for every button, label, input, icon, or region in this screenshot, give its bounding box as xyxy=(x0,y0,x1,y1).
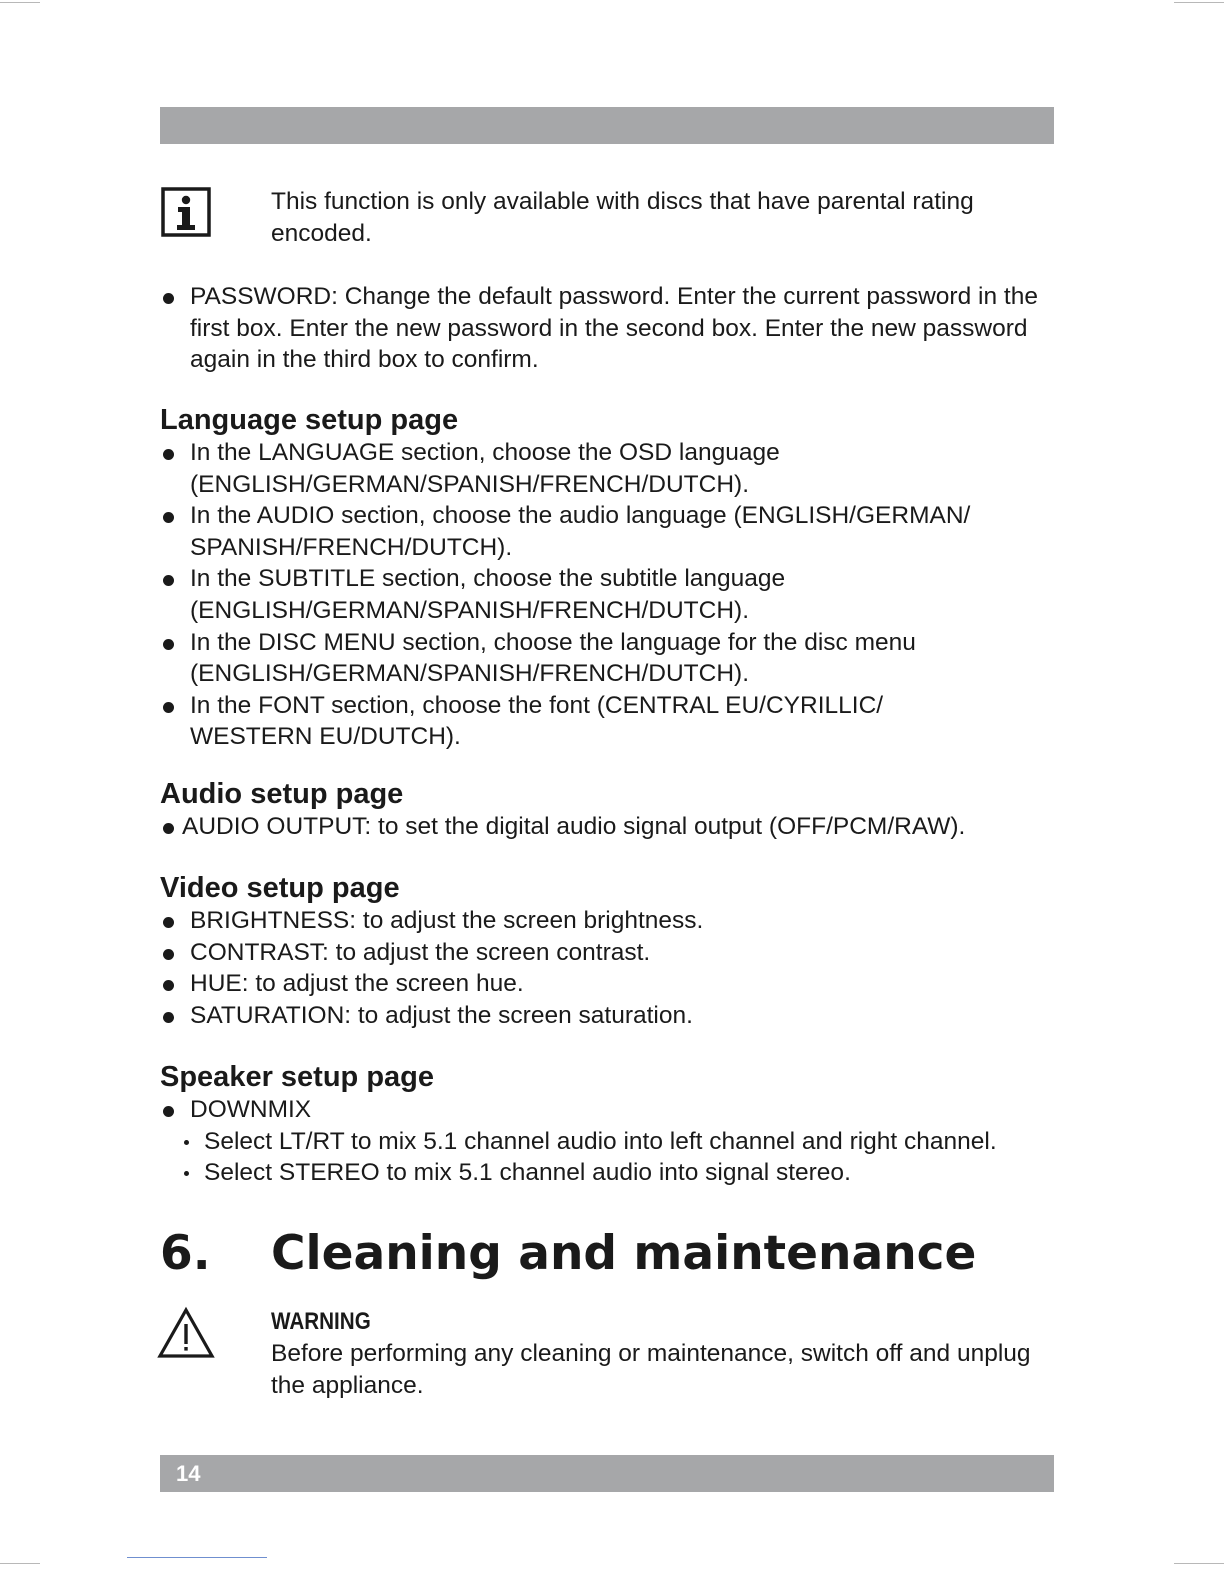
crop-mark-top-right xyxy=(1174,2,1224,3)
item-line: WESTERN EU/DUTCH). xyxy=(190,723,461,751)
list-item: AUDIO OUTPUT: to set the digital audio signal output (OFF/PCM/RAW). xyxy=(160,811,1060,843)
note-text: This function is only available with discs that have parental rating encoded. xyxy=(271,188,974,247)
item-line: (ENGLISH/GERMAN/SPANISH/FRENCH/DUTCH). xyxy=(190,660,750,688)
warning-title: WARNING xyxy=(271,1308,371,1335)
chapter-number: 6. xyxy=(160,1226,211,1281)
crop-mark-bottom-right xyxy=(1174,1563,1224,1564)
list-item xyxy=(160,690,1060,753)
crop-mark-top-left xyxy=(0,2,40,3)
info-icon xyxy=(161,187,211,237)
page-number: 14 xyxy=(176,1461,201,1486)
section-heading: Speaker setup page xyxy=(160,1061,434,1093)
sub-list-item: Select STEREO to mix 5.1 channel audio into signal stereo. xyxy=(182,1157,1060,1189)
item-line: In the DISC MENU section, choose the language for the disc menu xyxy=(190,628,916,656)
item-line: In the LANGUAGE section, choose the OSD language xyxy=(190,439,780,466)
sub-list-item: Select LT/RT to mix 5.1 channel audio into left channel and right channel. xyxy=(182,1126,1060,1158)
list-item xyxy=(160,437,1060,500)
password-block xyxy=(160,281,1060,376)
chapter-heading xyxy=(160,1225,976,1283)
list-item: CONTRAST: to adjust the screen contrast. xyxy=(160,937,1060,969)
list-item xyxy=(160,563,1060,626)
chapter-title: Cleaning and maintenance xyxy=(271,1226,977,1281)
section-heading: Video setup page xyxy=(160,872,400,904)
audio-section xyxy=(160,777,1060,843)
password-text: PASSWORD: Change the default password. Enter the current password in the first box. Enter the new password in the second box. Enter the new password again in the third box to confirm. xyxy=(190,283,1038,374)
item-line: In the SUBTITLE section, choose the subtitle language xyxy=(190,565,786,593)
section-heading: Audio setup page xyxy=(160,778,404,810)
bottom-rule xyxy=(127,1557,267,1558)
video-section xyxy=(160,871,1060,1031)
section-heading: Language setup page xyxy=(160,404,459,436)
header-bar xyxy=(160,107,1054,144)
list-item xyxy=(160,500,1060,563)
list-item: HUE: to adjust the screen hue. xyxy=(160,968,1060,1000)
list-item xyxy=(160,627,1060,690)
list-item: SATURATION: to adjust the screen saturation. xyxy=(160,1000,1060,1032)
item-line: (ENGLISH/GERMAN/SPANISH/FRENCH/DUTCH). xyxy=(190,596,750,624)
footer-bar xyxy=(160,1455,1054,1492)
list-item xyxy=(160,1094,1060,1126)
language-section xyxy=(160,403,1060,753)
list-item: BRIGHTNESS: to adjust the screen brightness. xyxy=(160,905,1060,937)
warning-text: Before performing any cleaning or maintenance, switch off and unplug the appliance. xyxy=(271,1340,1031,1399)
speaker-section xyxy=(160,1060,1060,1189)
item-line: (ENGLISH/GERMAN/SPANISH/FRENCH/DUTCH). xyxy=(190,470,750,498)
item-line: In the AUDIO section, choose the audio language (ENGLISH/GERMAN/ xyxy=(190,502,971,530)
list-item xyxy=(160,281,1060,376)
warning-triangle-icon xyxy=(157,1306,215,1360)
item-line: SPANISH/FRENCH/DUTCH). xyxy=(190,533,513,561)
downmix-label: DOWNMIX xyxy=(190,1096,312,1123)
item-line: In the FONT section, choose the font (CENTRAL EU/CYRILLIC/ xyxy=(190,691,884,719)
crop-mark-bottom-left xyxy=(0,1563,40,1564)
